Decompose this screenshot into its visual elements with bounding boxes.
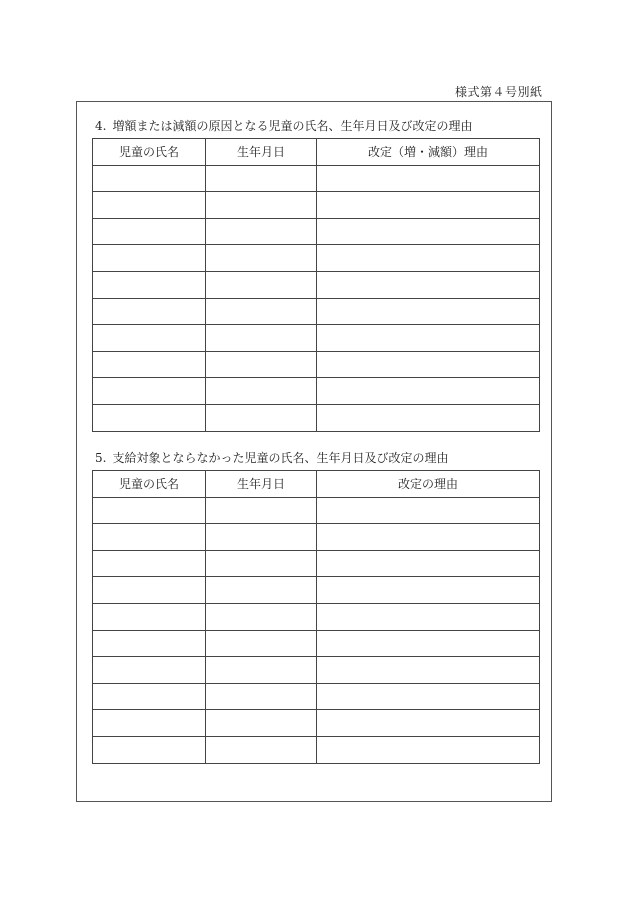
name-cell[interactable]	[93, 351, 206, 378]
reason-cell[interactable]	[317, 657, 540, 684]
reason-cell[interactable]	[317, 524, 540, 551]
reason-cell[interactable]	[317, 497, 540, 524]
birthdate-cell[interactable]	[206, 165, 317, 192]
table-row	[93, 603, 540, 630]
birthdate-cell[interactable]	[206, 657, 317, 684]
column-header-reason: 改定（増・減額）理由	[317, 139, 540, 166]
reason-cell[interactable]	[317, 683, 540, 710]
birthdate-cell[interactable]	[206, 351, 317, 378]
birthdate-cell[interactable]	[206, 603, 317, 630]
birthdate-cell[interactable]	[206, 524, 317, 551]
reason-cell[interactable]	[317, 271, 540, 298]
name-cell[interactable]	[93, 404, 206, 431]
table-row	[93, 271, 540, 298]
reason-cell[interactable]	[317, 325, 540, 352]
reason-cell[interactable]	[317, 165, 540, 192]
reason-cell[interactable]	[317, 192, 540, 219]
name-cell[interactable]	[93, 192, 206, 219]
column-header-birthdate: 生年月日	[206, 471, 317, 498]
reason-cell[interactable]	[317, 378, 540, 405]
section-number: 4.	[95, 119, 107, 133]
reason-cell[interactable]	[317, 630, 540, 657]
name-cell[interactable]	[93, 550, 206, 577]
birthdate-cell[interactable]	[206, 245, 317, 272]
birthdate-cell[interactable]	[206, 218, 317, 245]
section-4-title	[95, 118, 545, 134]
name-cell[interactable]	[93, 577, 206, 604]
table-header-row	[93, 139, 540, 166]
table-row	[93, 378, 540, 405]
name-cell[interactable]	[93, 271, 206, 298]
reason-cell[interactable]	[317, 577, 540, 604]
table-row	[93, 736, 540, 763]
table-row	[93, 165, 540, 192]
name-cell[interactable]	[93, 298, 206, 325]
reason-cell[interactable]	[317, 736, 540, 763]
reason-cell[interactable]	[317, 245, 540, 272]
birthdate-cell[interactable]	[206, 325, 317, 352]
reason-cell[interactable]	[317, 351, 540, 378]
reason-cell[interactable]	[317, 404, 540, 431]
table-row	[93, 630, 540, 657]
section-5-table	[92, 470, 540, 764]
birthdate-cell[interactable]	[206, 271, 317, 298]
table-row	[93, 404, 540, 431]
table-row	[93, 497, 540, 524]
birthdate-cell[interactable]	[206, 550, 317, 577]
birthdate-cell[interactable]	[206, 577, 317, 604]
birthdate-cell[interactable]	[206, 497, 317, 524]
reason-cell[interactable]	[317, 710, 540, 737]
column-header-name: 児童の氏名	[93, 471, 206, 498]
table-row	[93, 710, 540, 737]
reason-cell[interactable]	[317, 550, 540, 577]
table-row	[93, 657, 540, 684]
name-cell[interactable]	[93, 710, 206, 737]
reason-cell[interactable]	[317, 298, 540, 325]
column-header-reason: 改定の理由	[317, 471, 540, 498]
name-cell[interactable]	[93, 736, 206, 763]
reason-cell[interactable]	[317, 218, 540, 245]
name-cell[interactable]	[93, 245, 206, 272]
column-header-name: 児童の氏名	[93, 139, 206, 166]
birthdate-cell[interactable]	[206, 630, 317, 657]
birthdate-cell[interactable]	[206, 736, 317, 763]
table-row	[93, 550, 540, 577]
table-row	[93, 192, 540, 219]
section-heading: 支給対象とならなかった児童の氏名、生年月日及び改定の理由	[112, 451, 449, 465]
name-cell[interactable]	[93, 603, 206, 630]
birthdate-cell[interactable]	[206, 298, 317, 325]
table-row	[93, 351, 540, 378]
table-row	[93, 218, 540, 245]
name-cell[interactable]	[93, 657, 206, 684]
name-cell[interactable]	[93, 378, 206, 405]
name-cell[interactable]	[93, 497, 206, 524]
form-identifier: 様式第４号別紙	[455, 85, 543, 99]
column-header-birthdate: 生年月日	[206, 139, 317, 166]
name-cell[interactable]	[93, 683, 206, 710]
birthdate-cell[interactable]	[206, 378, 317, 405]
section-5-title	[95, 450, 545, 466]
birthdate-cell[interactable]	[206, 683, 317, 710]
table-row	[93, 683, 540, 710]
section-number: 5.	[95, 451, 107, 465]
table-row	[93, 298, 540, 325]
table-row	[93, 325, 540, 352]
name-cell[interactable]	[93, 524, 206, 551]
name-cell[interactable]	[93, 325, 206, 352]
birthdate-cell[interactable]	[206, 192, 317, 219]
birthdate-cell[interactable]	[206, 404, 317, 431]
name-cell[interactable]	[93, 218, 206, 245]
section-heading: 増額または減額の原因となる児童の氏名、生年月日及び改定の理由	[112, 119, 473, 133]
table-header-row	[93, 471, 540, 498]
section-4-table	[92, 138, 540, 432]
table-row	[93, 577, 540, 604]
name-cell[interactable]	[93, 165, 206, 192]
table-row	[93, 245, 540, 272]
reason-cell[interactable]	[317, 603, 540, 630]
table-row	[93, 524, 540, 551]
birthdate-cell[interactable]	[206, 710, 317, 737]
name-cell[interactable]	[93, 630, 206, 657]
